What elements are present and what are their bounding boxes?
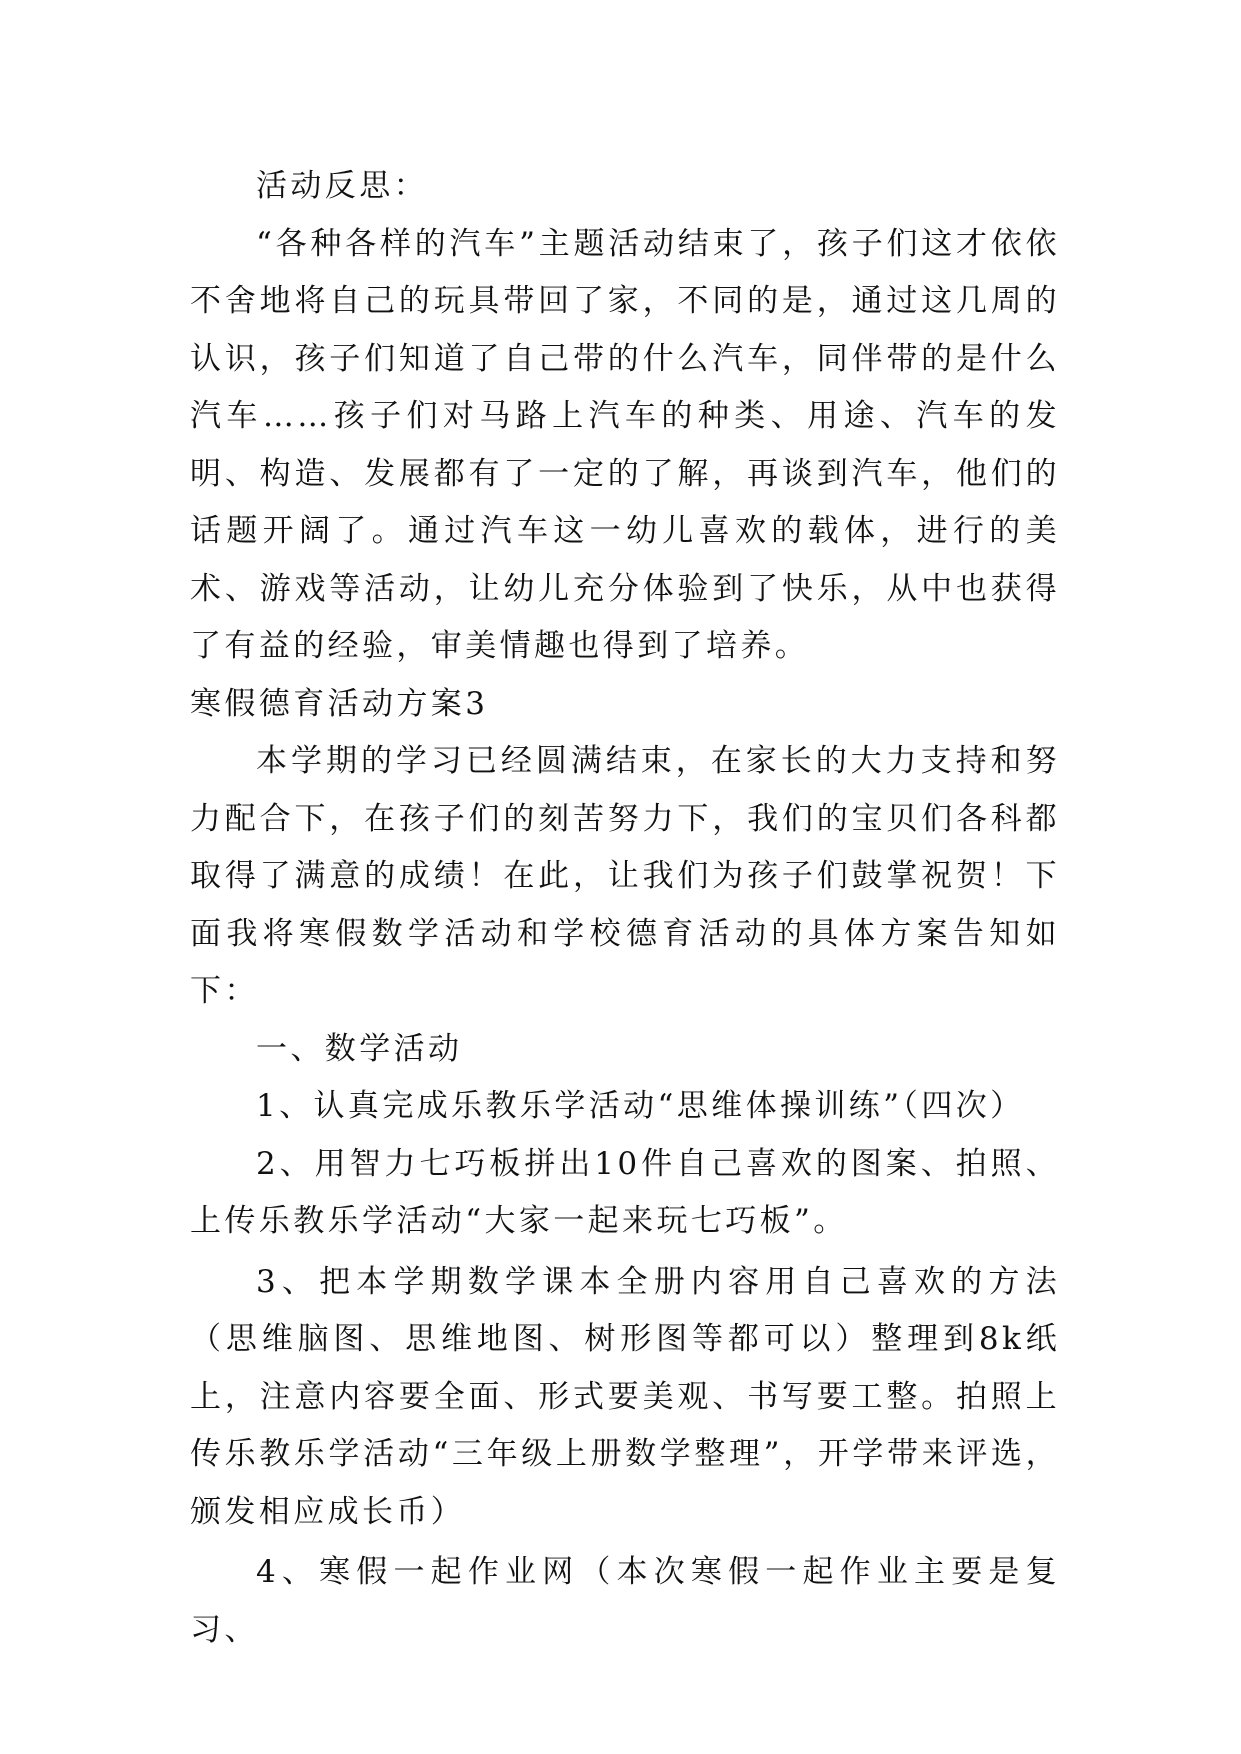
document-content xyxy=(190,158,1060,1659)
list-item: 2、用智力七巧板拼出10件自己喜欢的图案、拍照、上传乐教乐学活动“大家一起来玩七巧板”。 xyxy=(190,1145,1060,1239)
math-activity-subheading: 一、数学活动 xyxy=(256,1030,463,1067)
list-item: 3、把本学期数学课本全册内容用自己喜欢的方法（思维脑图、思维地图、树形图等都可以）整理到8k纸上，注意内容要全面、形式要美观、书写要工整。拍照上传乐教乐学活动“三年级上册数学整理”，开学带来评选，颁发相应成长币） xyxy=(190,1263,1060,1530)
reflection-body: “各种各样的汽车”主题活动结束了，孩子们这才依依不舍地将自己的玩具带回了家，不同的是，通过这几周的认识，孩子们知道了自己带的什么汽车，同伴带的是什么汽车……孩子们对马路上汽车的种类、用途、汽车的发明、构造、发展都有了一定的了解，再谈到汽车，他们的话题开阔了。通过汽车这一幼儿喜欢的载体，进行的美术、游戏等活动，让幼儿充分体验到了快乐，从中也获得了有益的经验，审美情趣也得到了培养。 xyxy=(190,225,1060,664)
reflection-title: 活动反思： xyxy=(256,168,428,204)
list-item: 1、认真完成乐教乐学活动“思维体操训练”（四次） xyxy=(256,1088,1025,1124)
list-item: 4、寒假一起作业网（本次寒假一起作业主要是复习、 xyxy=(190,1554,1060,1648)
section-heading: 寒假德育活动方案3 xyxy=(190,685,489,722)
intro-paragraph: 本学期的学习已经圆满结束，在家长的大力支持和努力配合下，在孩子们的刻苦努力下，我们的宝贝们各科都取得了满意的成绩！在此，让我们为孩子们鼓掌祝贺！下面我将寒假数学活动和学校德育活动的具体方案告知如下： xyxy=(190,743,1060,1009)
